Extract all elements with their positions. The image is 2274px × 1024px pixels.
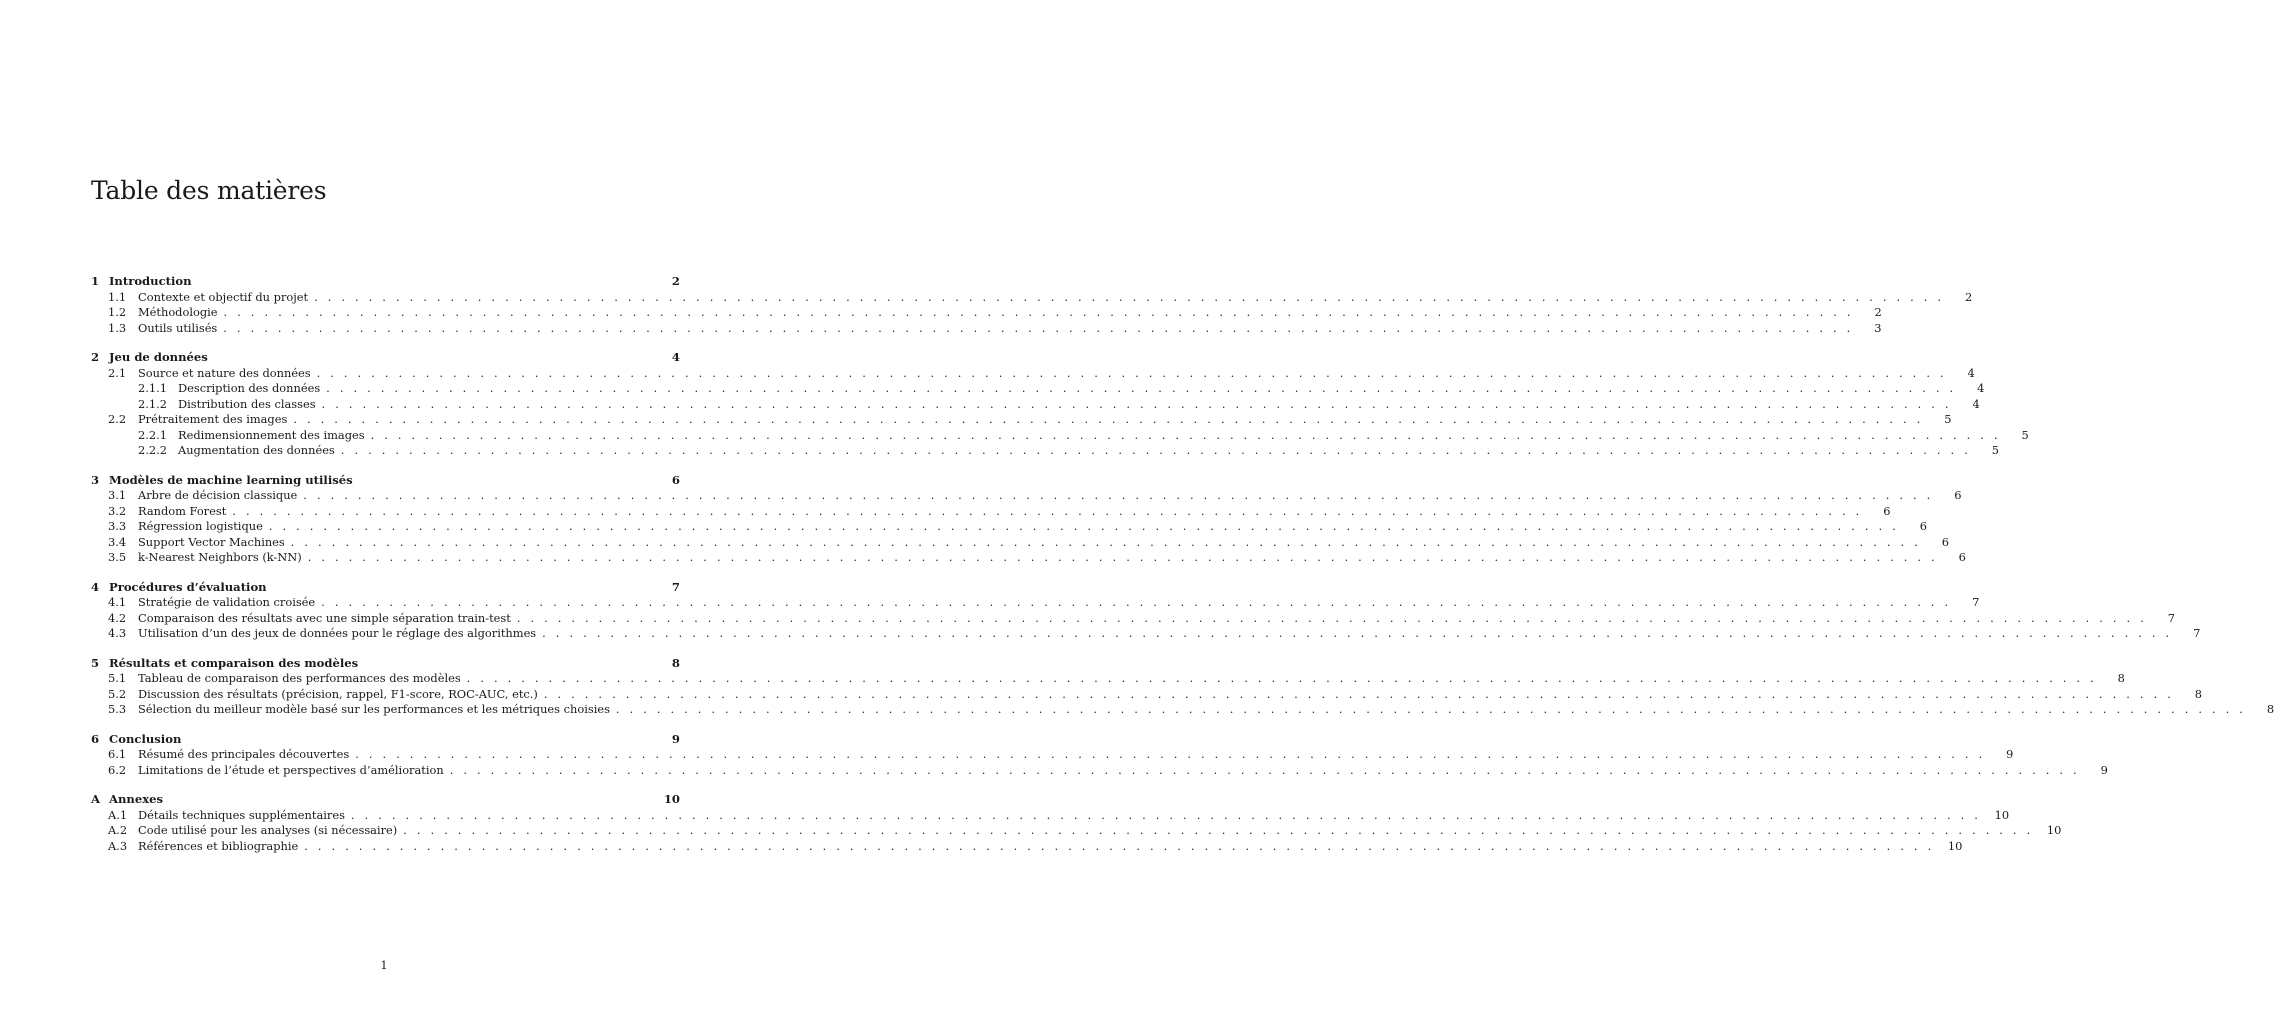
toc-entry-number: 5.1: [108, 671, 127, 685]
toc-section: [91, 472, 1966, 566]
dot-leader: . . . . . . . . . . . . . . . . . . . . . . . . . . . . . . . . . . . . . . . . . . . . . . . . . . . . . . . . . . . . . . . . . . . . . . . . . . . . . . . . . . . . . . . . . . . . . . . . . . . . . . . . . . . . . . . . . . . . . . . .: [303, 488, 1934, 502]
dot-leader: . . . . . . . . . . . . . . . . . . . . . . . . . . . . . . . . . . . . . . . . . . . . . . . . . . . . . . . . . . . . . . . . . . . . . . . . . . . . . . . . . . . . . . . . . . . . . . . . . . . . . . . . . . . . . . . . . . . . . . . .: [316, 365, 1947, 380]
toc-entry-chapter[interactable]: [91, 732, 680, 748]
page-number: 1: [380, 958, 388, 972]
toc-entry-section[interactable]: [91, 838, 1963, 855]
toc-entry-number: 4.2: [108, 610, 127, 625]
toc-entry-title: k-Nearest Neighbors (k-NN): [138, 550, 302, 564]
toc-entry-section[interactable]: [91, 610, 2175, 627]
dot-leader: . . . . . . . . . . . . . . . . . . . . . . . . . . . . . . . . . . . . . . . . . . . . . . . . . . . . . . . . . . . . . . . . . . . . . . . . . . . . . . . . . . . . . . . . . . . . . . . . . . . . . . . . . . . . . . . . . . . . . . . .: [516, 610, 2147, 625]
toc-entry-page: 7: [2167, 610, 2175, 625]
toc-entry-number: 2.2.2: [138, 443, 167, 457]
toc-entry-number: 2.1: [108, 365, 127, 380]
dot-leader: . . . . . . . . . . . . . . . . . . . . . . . . . . . . . . . . . . . . . . . . . . . . . . . . . . . . . . . . . . . . . . . . . . . . . . . . . . . . . . . . . . . . . . . . . . . . . . . . . . . . . . . . . . . . . . . . . . . . . . . .: [350, 807, 1982, 822]
toc-entry-page: 6: [1883, 503, 1891, 518]
toc-entry-number: 1: [91, 274, 100, 288]
toc-entry-number: 5: [91, 655, 100, 670]
toc-entry-page: 10: [1994, 807, 2010, 822]
toc-entry-section[interactable]: [91, 519, 1927, 535]
toc-entry-page: 9: [2100, 762, 2108, 777]
toc-entry-title: Régression logistique: [138, 519, 263, 533]
toc-entry-page: 8: [2117, 671, 2125, 685]
toc-entry-number: 1.2: [108, 305, 127, 319]
toc-entry-page: 10: [663, 792, 680, 806]
toc-entry-section[interactable]: [91, 747, 2014, 763]
toc-entry-page: 5: [1944, 412, 1952, 426]
toc-entry-number: A.3: [108, 838, 128, 853]
toc-entry-title: Résumé des principales découvertes: [138, 747, 350, 761]
toc-entry-subsection[interactable]: [91, 427, 2029, 444]
toc-entry-page: 2: [671, 274, 680, 288]
toc-entry-title: Support Vector Machines: [138, 534, 285, 549]
toc-entry-number: 4: [91, 579, 100, 594]
dot-leader: . . . . . . . . . . . . . . . . . . . . . . . . . . . . . . . . . . . . . . . . . . . . . . . . . . . . . . . . . . . . . . . . . . . . . . . . . . . . . . . . . . . . . . . . . . . . . . . . . . . . . . . . . . . . . . . . . . . . . . . .: [293, 412, 1924, 426]
toc-entry-page: 8: [671, 655, 680, 670]
toc-entry-title: Code utilisé pour les analyses (si nécessaire): [138, 823, 398, 837]
toc-entry-title: Méthodologie: [138, 305, 218, 319]
toc-entry-title: Annexes: [109, 792, 164, 806]
toc-entry-number: 2: [91, 350, 100, 364]
toc-entry-number: 4.1: [108, 595, 127, 609]
toc-entry-title: Comparaison des résultats avec une simple séparation train-test: [138, 610, 511, 625]
toc-entry-title: Introduction: [109, 274, 192, 288]
dot-leader: . . . . . . . . . . . . . . . . . . . . . . . . . . . . . . . . . . . . . . . . . . . . . . . . . . . . . . . . . . . . . . . . . . . . . . . . . . . . . . . . . . . . . . . . . . . . . . . . . . . . . . . . . . . . . . . . . . . . . . . .: [268, 519, 1899, 533]
dot-leader: . . . . . . . . . . . . . . . . . . . . . . . . . . . . . . . . . . . . . . . . . . . . . . . . . . . . . . . . . . . . . . . . . . . . . . . . . . . . . . . . . . . . . . . . . . . . . . . . . . . . . . . . . . . . . . . . . . . . . . . .: [307, 550, 1938, 564]
toc-entry-page: 5: [2021, 427, 2029, 442]
toc-entry-title: Source et nature des données: [138, 365, 311, 380]
toc-entry-number: 2.2.1: [138, 427, 167, 442]
toc-entry-title: Sélection du meilleur modèle basé sur les performances et les métriques choisies: [138, 702, 610, 716]
toc-entry-page: 10: [1947, 838, 1963, 853]
toc-entry-subsection[interactable]: [91, 443, 1999, 459]
toc-entry-title: Discussion des résultats (précision, rappel, F1-score, ROC-AUC, etc.): [138, 686, 538, 701]
toc-entry-number: 3.4: [108, 534, 127, 549]
toc-entry-section[interactable]: [91, 488, 1962, 504]
toc-entry-title: Stratégie de validation croisée: [138, 595, 316, 609]
toc-entry-number: 2.2: [108, 412, 127, 426]
toc-entry-page: 2: [1874, 305, 1882, 319]
toc-entry-page: 7: [671, 579, 680, 594]
toc-entry-number: 1.3: [108, 320, 127, 335]
toc-entry-number: 3.2: [108, 503, 127, 518]
toc-entry-section[interactable]: [91, 626, 2201, 642]
toc-entry-page: 6: [1954, 488, 1962, 502]
toc-entry-section[interactable]: [91, 762, 2108, 779]
toc-entry-number: 4.3: [108, 626, 127, 640]
toc-entry-page: 6: [1958, 550, 1966, 564]
toc-entry-title: Outils utilisés: [138, 320, 218, 335]
toc-entry-chapter[interactable]: [91, 792, 680, 808]
toc-entry-title: Utilisation d’un des jeux de données pour le réglage des algorithmes: [138, 626, 537, 640]
toc-entry-number: 6.1: [108, 747, 127, 761]
dot-leader: . . . . . . . . . . . . . . . . . . . . . . . . . . . . . . . . . . . . . . . . . . . . . . . . . . . . . . . . . . . . . . . . . . . . . . . . . . . . . . . . . . . . . . . . . . . . . . . . . . . . . . . . . . . . . . . . . . . . . . . .: [314, 289, 1945, 304]
toc-entry-chapter[interactable]: [91, 473, 680, 489]
toc-entry-page: 4: [671, 350, 680, 364]
toc-entry-page: 6: [671, 472, 680, 487]
toc-entry-subsection[interactable]: [91, 396, 1980, 413]
toc-entry-section[interactable]: [91, 595, 1980, 611]
toc-entry-section[interactable]: [91, 686, 2203, 703]
dot-leader: . . . . . . . . . . . . . . . . . . . . . . . . . . . . . . . . . . . . . . . . . . . . . . . . . . . . . . . . . . . . . . . . . . . . . . . . . . . . . . . . . . . . . . . . . . . . . . . . . . . . . . . . . . . . . . . . . . . . . . . .: [304, 838, 1935, 853]
toc-entry-title: Modèles de machine learning utilisés: [109, 472, 353, 487]
toc-entry-subsection[interactable]: [91, 381, 1985, 397]
dot-leader: . . . . . . . . . . . . . . . . . . . . . . . . . . . . . . . . . . . . . . . . . . . . . . . . . . . . . . . . . . . . . . . . . . . . . . . . . . . . . . . . . . . . . . . . . . . . . . . . . . . . . . . . . . . . . . . . . . . . . . . .: [449, 762, 2080, 777]
dot-leader: . . . . . . . . . . . . . . . . . . . . . . . . . . . . . . . . . . . . . . . . . . . . . . . . . . . . . . . . . . . . . . . . . . . . . . . . . . . . . . . . . . . . . . . . . . . . . . . . . . . . . . . . . . . . . . . . . . . . . . . .: [355, 747, 1986, 761]
toc-entry-page: 4: [1967, 365, 1975, 380]
toc-entry-section[interactable]: [91, 807, 2010, 824]
toc-entry-page: 9: [671, 731, 680, 746]
toc-entry-section[interactable]: [91, 320, 1882, 337]
toc-entry-page: 7: [1972, 595, 1980, 609]
toc-entry-chapter[interactable]: [91, 350, 680, 366]
toc-section: [91, 731, 2108, 779]
toc-entry-section[interactable]: [91, 289, 1973, 306]
toc-entry-number: A.1: [108, 807, 128, 822]
toc-entry-page: 10: [2046, 823, 2062, 837]
toc-entry-section[interactable]: [91, 503, 1891, 520]
toc-entry-page: 4: [1977, 381, 1985, 395]
dot-leader: . . . . . . . . . . . . . . . . . . . . . . . . . . . . . . . . . . . . . . . . . . . . . . . . . . . . . . . . . . . . . . . . . . . . . . . . . . . . . . . . . . . . . . . . . . . . . . . . . . . . . . . . . . . . . . . . . . . . . . . .: [326, 381, 1957, 395]
dot-leader: . . . . . . . . . . . . . . . . . . . . . . . . . . . . . . . . . . . . . . . . . . . . . . . . . . . . . . . . . . . . . . . . . . . . . . . . . . . . . . . . . . . . . . . . . . . . . . . . . . . . . . . . . . . . . . . . . . . . . . . .: [543, 686, 2175, 701]
toc-entry-section[interactable]: [91, 671, 2125, 687]
toc-entry-title: Jeu de données: [109, 350, 208, 364]
toc-entry-page: 8: [2194, 686, 2203, 701]
toc-entry-number: 3: [91, 472, 100, 487]
toc-entry-chapter[interactable]: [91, 656, 680, 672]
toc-entry-page: 6: [1941, 534, 1949, 549]
toc-entry-title: Prétraitement des images: [138, 412, 288, 426]
dot-leader: . . . . . . . . . . . . . . . . . . . . . . . . . . . . . . . . . . . . . . . . . . . . . . . . . . . . . . . . . . . . . . . . . . . . . . . . . . . . . . . . . . . . . . . . . . . . . . . . . . . . . . . . . . . . . . . . . . . . . . . .: [615, 702, 2247, 716]
toc-entry-title: Procédures d’évaluation: [109, 579, 267, 594]
toc-entry-number: 2.1.1: [138, 381, 167, 395]
dot-leader: . . . . . . . . . . . . . . . . . . . . . . . . . . . . . . . . . . . . . . . . . . . . . . . . . . . . . . . . . . . . . . . . . . . . . . . . . . . . . . . . . . . . . . . . . . . . . . . . . . . . . . . . . . . . . . . . . . . . . . . .: [542, 626, 2173, 640]
toc-entry-page: 4: [1972, 396, 1980, 411]
toc-entry-number: 6: [91, 731, 100, 746]
toc-entry-page: 8: [2266, 702, 2274, 716]
toc-entry-page: 7: [2193, 626, 2201, 640]
dot-leader: . . . . . . . . . . . . . . . . . . . . . . . . . . . . . . . . . . . . . . . . . . . . . . . . . . . . . . . . . . . . . . . . . . . . . . . . . . . . . . . . . . . . . . . . . . . . . . . . . . . . . . . . . . . . . . . . . . . . . . . .: [223, 320, 1854, 335]
toc-entry-number: 6.2: [108, 762, 127, 777]
dot-leader: . . . . . . . . . . . . . . . . . . . . . . . . . . . . . . . . . . . . . . . . . . . . . . . . . . . . . . . . . . . . . . . . . . . . . . . . . . . . . . . . . . . . . . . . . . . . . . . . . . . . . . . . . . . . . . . . . . . . . . . .: [321, 396, 1952, 411]
toc-entry-number: 1.1: [108, 289, 127, 304]
toc-entry-section[interactable]: [91, 550, 1966, 566]
toc-entry-section[interactable]: [91, 534, 1949, 551]
toc-entry-title: Détails techniques supplémentaires: [138, 807, 345, 822]
toc-entry-title: Distribution des classes: [178, 396, 316, 411]
dot-leader: . . . . . . . . . . . . . . . . . . . . . . . . . . . . . . . . . . . . . . . . . . . . . . . . . . . . . . . . . . . . . . . . . . . . . . . . . . . . . . . . . . . . . . . . . . . . . . . . . . . . . . . . . . . . . . . . . . . . . . . .: [290, 534, 1921, 549]
toc-entry-number: 3.3: [108, 519, 127, 533]
toc-section: [91, 655, 2274, 718]
toc-entry-section[interactable]: [91, 365, 1975, 382]
toc-entry-page: 9: [2006, 747, 2014, 761]
toc-entry-page: 6: [1919, 519, 1927, 533]
toc-entry-title: Augmentation des données: [178, 443, 335, 457]
toc-entry-title: Résultats et comparaison des modèles: [109, 655, 359, 670]
toc-entry-title: Redimensionnement des images: [178, 427, 365, 442]
toc-entry-title: Conclusion: [109, 731, 182, 746]
dot-leader: . . . . . . . . . . . . . . . . . . . . . . . . . . . . . . . . . . . . . . . . . . . . . . . . . . . . . . . . . . . . . . . . . . . . . . . . . . . . . . . . . . . . . . . . . . . . . . . . . . . . . . . . . . . . . . . . . . . . . . . .: [232, 503, 1863, 518]
toc-entry-title: Références et bibliographie: [138, 838, 299, 853]
toc-section: [91, 350, 2029, 459]
toc-entry-title: Tableau de comparaison des performances des modèles: [138, 671, 461, 685]
toc-entry-title: Limitations de l’étude et perspectives d’amélioration: [138, 762, 444, 777]
toc-entry-title: Contexte et objectif du projet: [138, 289, 309, 304]
toc-entry-section[interactable]: [91, 305, 1882, 321]
toc-section: [91, 274, 1973, 336]
toc-entry-chapter[interactable]: [91, 580, 680, 596]
toc-entry-number: 3.1: [108, 488, 127, 502]
toc-entry-number: A.2: [108, 823, 128, 837]
toc-entry-title: Random Forest: [138, 503, 227, 518]
toc-entry-number: 5.3: [108, 702, 127, 716]
dot-leader: . . . . . . . . . . . . . . . . . . . . . . . . . . . . . . . . . . . . . . . . . . . . . . . . . . . . . . . . . . . . . . . . . . . . . . . . . . . . . . . . . . . . . . . . . . . . . . . . . . . . . . . . . . . . . . . . . . . . . . . .: [321, 595, 1952, 609]
toc-entry-page: 5: [1991, 443, 1999, 457]
dot-leader: . . . . . . . . . . . . . . . . . . . . . . . . . . . . . . . . . . . . . . . . . . . . . . . . . . . . . . . . . . . . . . . . . . . . . . . . . . . . . . . . . . . . . . . . . . . . . . . . . . . . . . . . . . . . . . . . . . . . . . . .: [403, 823, 2034, 837]
toc-entry-title: Description des données: [178, 381, 321, 395]
dot-leader: . . . . . . . . . . . . . . . . . . . . . . . . . . . . . . . . . . . . . . . . . . . . . . . . . . . . . . . . . . . . . . . . . . . . . . . . . . . . . . . . . . . . . . . . . . . . . . . . . . . . . . . . . . . . . . . . . . . . . . . .: [223, 305, 1854, 319]
dot-leader: . . . . . . . . . . . . . . . . . . . . . . . . . . . . . . . . . . . . . . . . . . . . . . . . . . . . . . . . . . . . . . . . . . . . . . . . . . . . . . . . . . . . . . . . . . . . . . . . . . . . . . . . . . . . . . . . . . . . . . . .: [340, 443, 1971, 457]
toc-entry-section[interactable]: [91, 702, 2274, 718]
toc-entry-title: Arbre de décision classique: [138, 488, 298, 502]
toc-entry-page: 3: [1874, 320, 1882, 335]
toc-section: [91, 579, 2201, 642]
page-title: Table des matières: [91, 176, 327, 205]
toc-section: [91, 792, 2062, 854]
toc-entry-section[interactable]: [91, 412, 1952, 428]
toc-entry-number: 3.5: [108, 550, 127, 564]
toc-entry-number: A: [91, 792, 100, 806]
toc-entry-page: 2: [1965, 289, 1973, 304]
dot-leader: . . . . . . . . . . . . . . . . . . . . . . . . . . . . . . . . . . . . . . . . . . . . . . . . . . . . . . . . . . . . . . . . . . . . . . . . . . . . . . . . . . . . . . . . . . . . . . . . . . . . . . . . . . . . . . . . . . . . . . . .: [370, 427, 2001, 442]
toc-entry-chapter[interactable]: [91, 274, 680, 290]
toc-entry-section[interactable]: [91, 823, 2062, 839]
dot-leader: . . . . . . . . . . . . . . . . . . . . . . . . . . . . . . . . . . . . . . . . . . . . . . . . . . . . . . . . . . . . . . . . . . . . . . . . . . . . . . . . . . . . . . . . . . . . . . . . . . . . . . . . . . . . . . . . . . . . . . . .: [466, 671, 2097, 685]
table-of-contents: [91, 274, 2274, 868]
toc-entry-number: 5.2: [108, 686, 127, 701]
toc-entry-number: 2.1.2: [138, 396, 167, 411]
